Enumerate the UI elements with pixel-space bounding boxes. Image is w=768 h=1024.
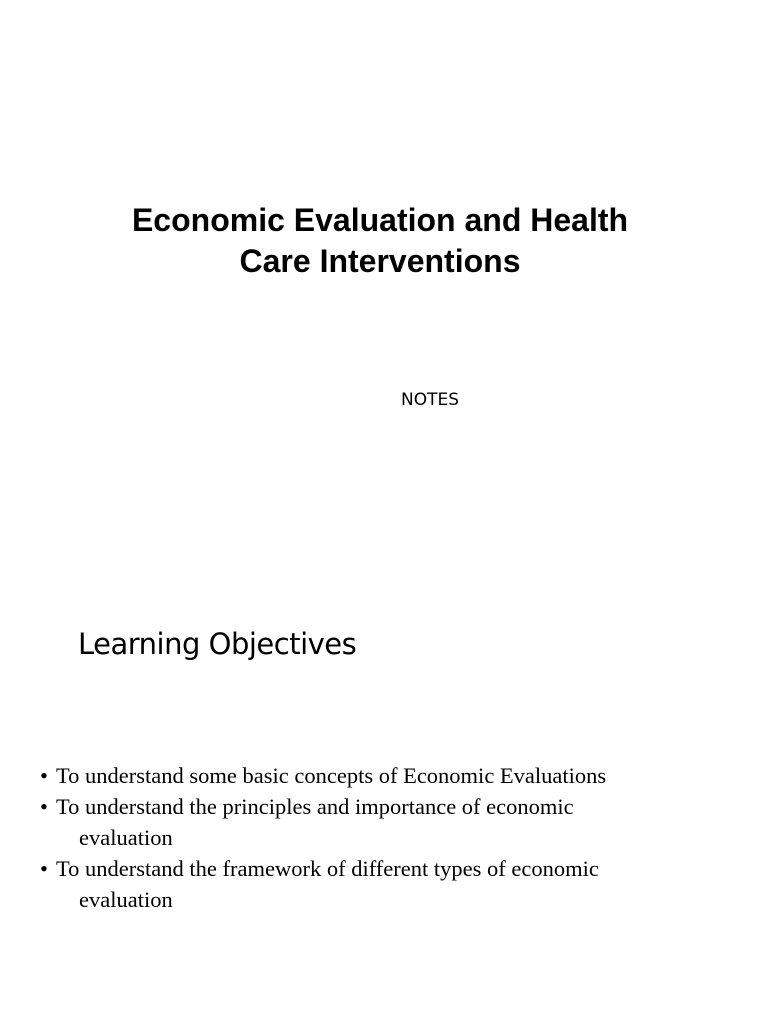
title-line-1: Economic Evaluation and Health [131,202,629,238]
bullet-icon: • [40,794,48,819]
objectives-list [40,760,740,915]
objective-text: To understand some basic concepts of Economic Evaluations [56,763,607,788]
objective-text-continued: evaluation [79,887,173,912]
slide-title [40,200,720,282]
title-line-2: Care Interventions [239,243,521,279]
bullet-icon: • [40,856,48,881]
bullet-icon: • [40,763,48,788]
notes-label: NOTES [401,390,460,410]
objective-item [40,853,740,915]
objective-text: To understand the principles and importance of economic [56,794,574,819]
objective-item [40,760,740,791]
objective-item [40,791,740,853]
objective-text-continued: evaluation [79,825,173,850]
objective-text: To understand the framework of different types of economic [56,856,599,881]
learning-objectives-heading: Learning Objectives [78,627,357,661]
